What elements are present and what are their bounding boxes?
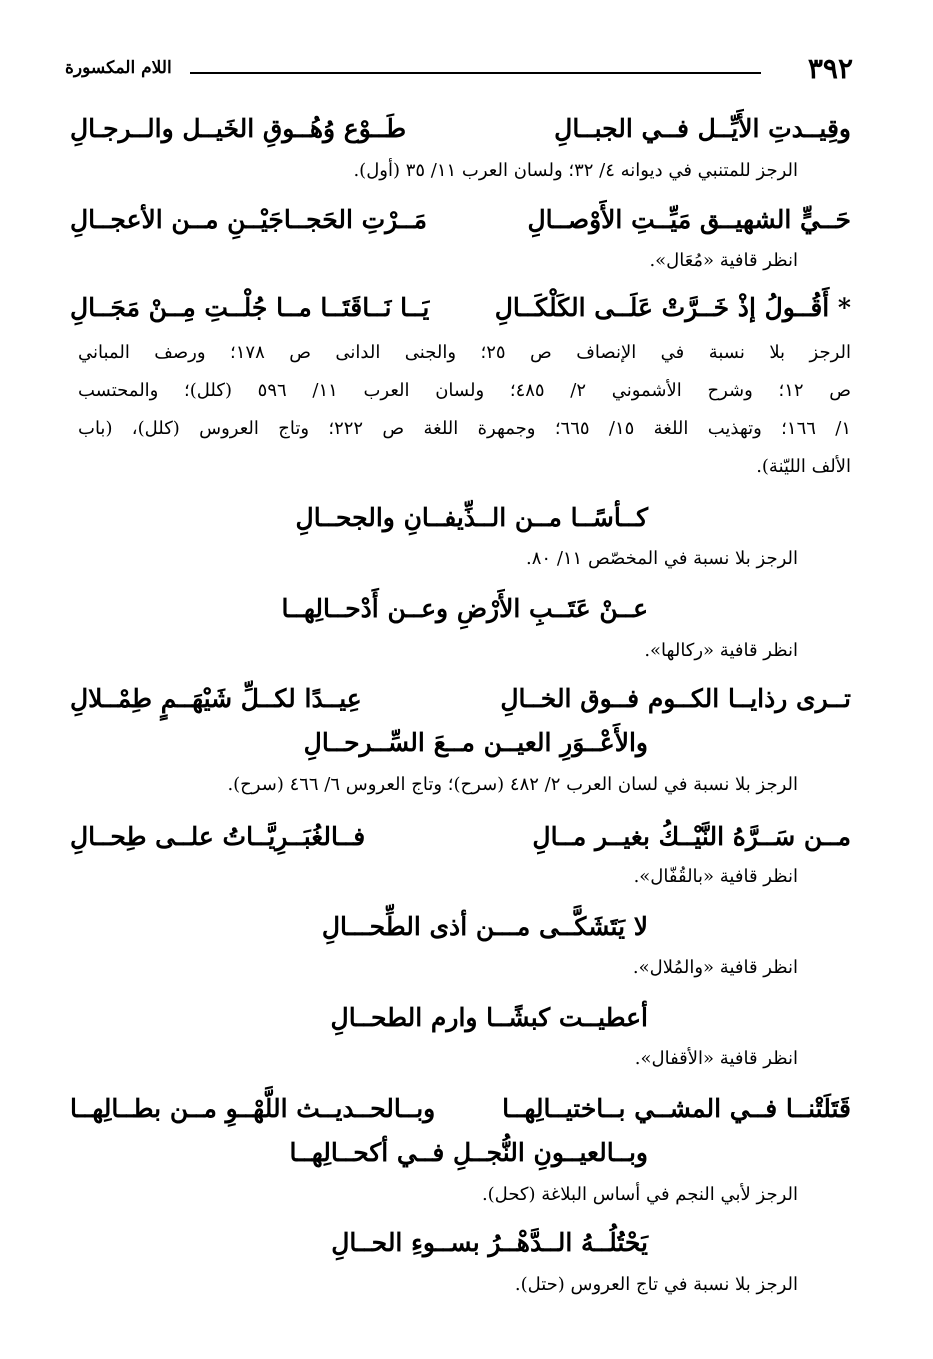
verse-continuation: والأَعْــوَرِ العيــن مــعَ السِّــرحــالِ: [303, 728, 648, 757]
footnote: انظر قافية «مُعَال».: [649, 250, 798, 271]
verse-single: أعطيــت كبشًــا وارم الطحــالِ: [330, 1003, 648, 1032]
verse-single: عــنْ عَتَــبِ الأَرْضِ وعــن أَدْحــالِهــا: [281, 594, 648, 623]
footnote-line: ١/ ١٦٦؛ وتهذيب اللغة ١٥/ ٦٦٥؛ وجمهرة اللغة ص ٢٢٢؛ وتاج العروس (كلل)، (باب: [78, 418, 851, 439]
footnote-line: الألف الليّنة).: [756, 456, 851, 477]
footnote: انظر قافية «ركالها».: [644, 640, 798, 661]
verse-hemistich-second: وبــالحــديــث اللَّهْــوِ مــن بطــالِهــا: [70, 1094, 436, 1123]
footnote: انظر قافية «والمُلال».: [632, 957, 798, 978]
verse-hemistich-first: قَتَلَتْنــا فــي المشــي بــاختيــالِهــا: [502, 1094, 851, 1123]
verse-hemistich-second: مَــرْتِ الحَجــاجَيْــنِ مــن الأعجــالِ: [70, 205, 428, 234]
verse-hemistich-first: تــرى رذايــا الكــوم فــوق الخــالِ: [500, 684, 851, 713]
footnote: انظر قافية «بالقُفّال».: [633, 866, 798, 887]
header-rule: [190, 72, 761, 74]
verse-hemistich-first: وقِيــدتِ الأَيِّــل فــي الجبــالِ: [554, 114, 851, 143]
verse-single: كــأسًــا مــن الــذِّيفــانِ والجحــالِ: [295, 503, 648, 532]
verse-hemistich-first: حَــيٍّ الشهيــق مَيِّــتِ الأَوْصــالِ: [527, 205, 851, 234]
running-title: اللام المكسورة: [65, 58, 172, 78]
footnote: الرجز للمتنبي في ديوانه ٤/ ٣٢؛ ولسان العرب ١١/ ٣٥ (أول).: [353, 160, 798, 181]
verse-hemistich-second: يَــا نَــاقَتَــا مــا جُلْــتِ مِــنْ مَجَــالِ: [70, 293, 430, 322]
footnote: الرجز بلا نسبة في تاج العروس (حتل).: [514, 1274, 798, 1295]
verse-hemistich-second: عِيــدًا لكــلِّ شَيْهَــمٍ طِمْــلالِ: [70, 684, 362, 713]
verse-single: يَحْتُلُــهُ الــدَّهْــرُ بســوءِ الحــالِ: [331, 1228, 648, 1257]
running-header: [65, 52, 853, 86]
verse-hemistich-second: فــالغُبَــرِيَّــاتُ علــى طِحــالِ: [70, 822, 366, 851]
verse-hemistich-first: مــن سَــرَّهُ النَّيْــكُ بغيــر مــالِ: [532, 822, 851, 851]
page-number: ٣٩٢: [807, 52, 853, 85]
verse-single: لا يَتَشَكَّــى مـــن أذى الطِّحـــالِ: [321, 912, 648, 941]
verse-hemistich-first: * أَقُــولُ إذْ خَــرَّتْ عَلَــى الكَلْكَــالِ: [494, 293, 851, 322]
verse-continuation: وبــالعيــونِ النُّجــلِ فــي أكحــالِهــا: [289, 1138, 648, 1167]
footnote: الرجز بلا نسبة في لسان العرب ٢/ ٤٨٢ (سرح)؛ وتاج العروس ٦/ ٤٦٦ (سرح).: [227, 774, 798, 795]
footnote: الرجز لأبي النجم في أساس البلاغة (كحل).: [481, 1184, 798, 1205]
verse-hemistich-second: طَــوْع وُهُــوقِ الخَيــل والــرجـالِ: [70, 114, 407, 143]
footnote: انظر قافية «الأقفال».: [634, 1048, 798, 1069]
footnote-line: الرجز بلا نسبة في الإنصاف ص ٢٥؛ والجنى الدانى ص ١٧٨؛ ورصف المباني: [78, 342, 851, 363]
footnote-line: ص ١٢؛ وشرح الأشموني ٢/ ٤٨٥؛ ولسان العرب ١١/ ٥٩٦ (كلل)؛ والمحتسب: [78, 380, 852, 401]
footnote: الرجز بلا نسبة في المخصّص ١١/ ٨٠.: [526, 548, 798, 569]
